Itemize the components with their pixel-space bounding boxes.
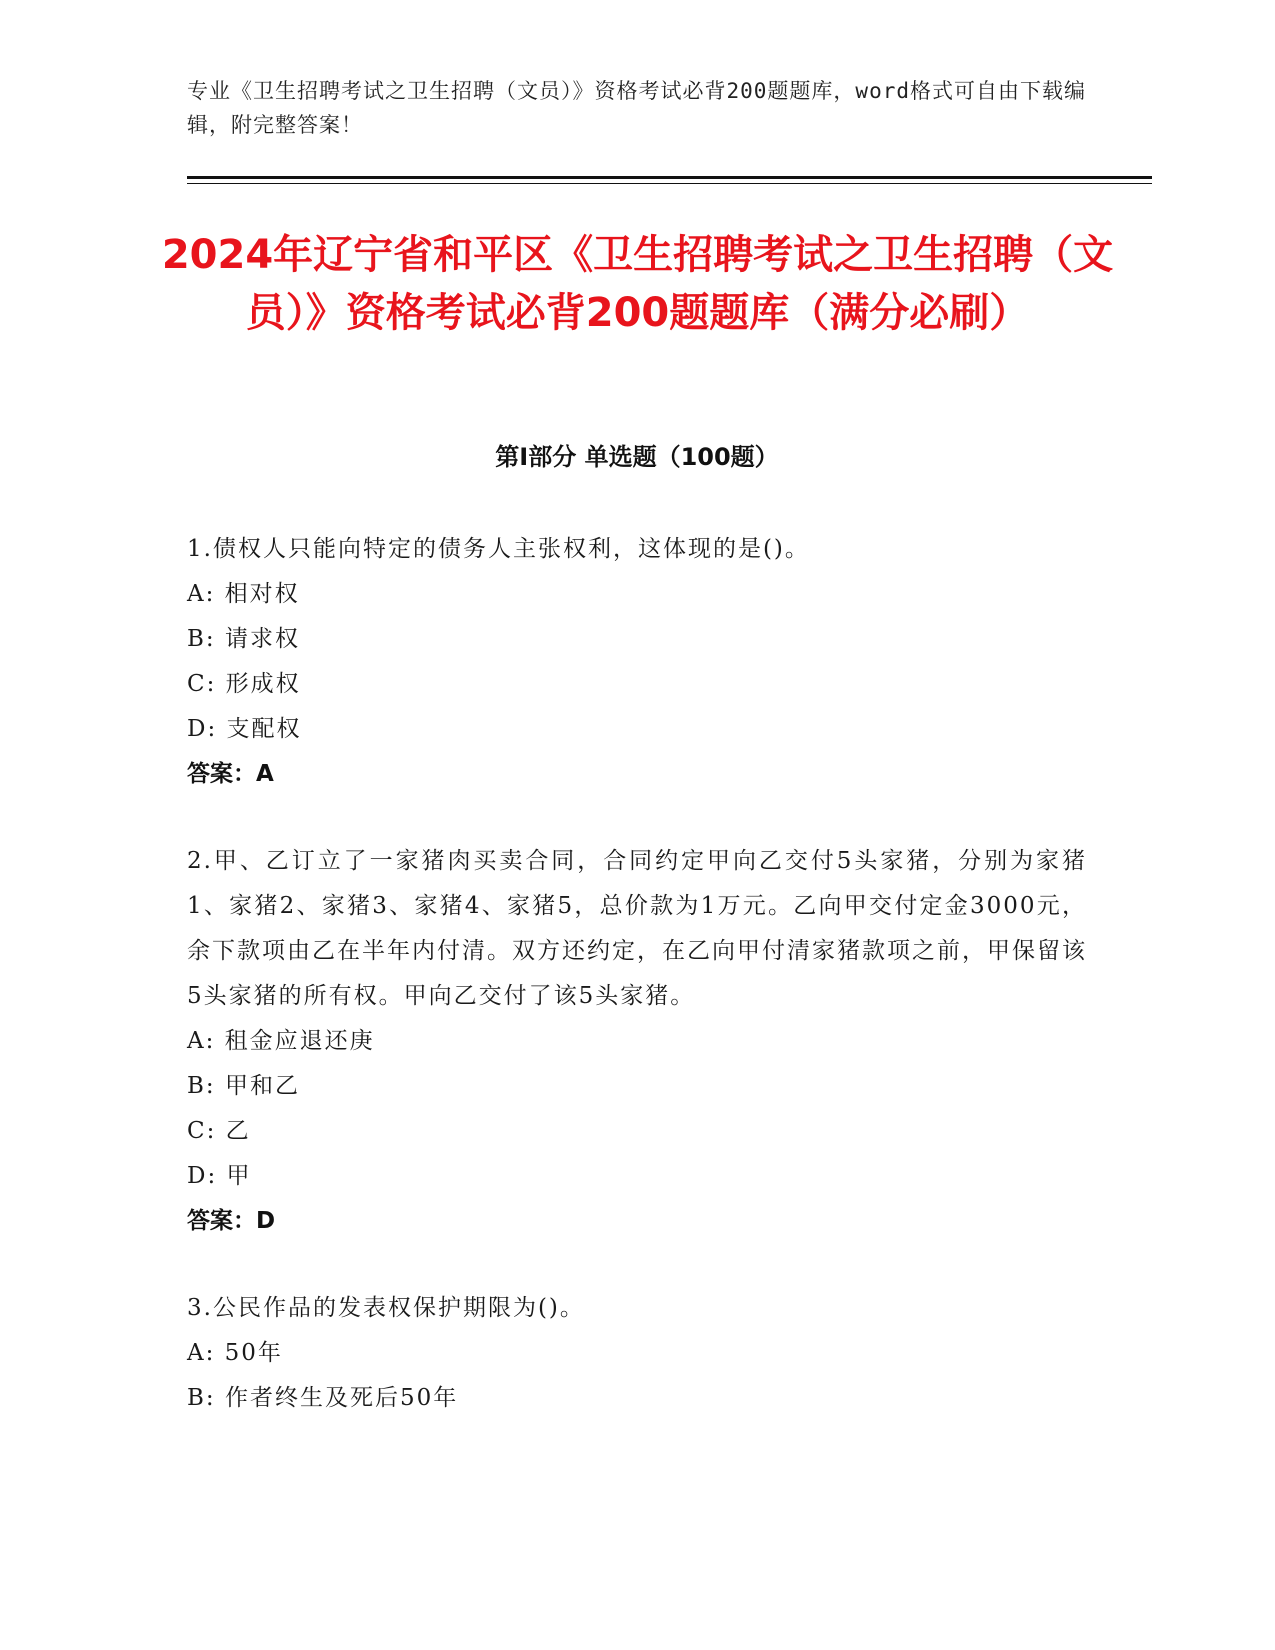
option-d: D: 甲: [187, 1163, 252, 1189]
option-b: B: 作者终生及死后50年: [187, 1385, 459, 1411]
option-a: A: 50年: [187, 1340, 283, 1366]
option-a: A: 相对权: [187, 581, 300, 607]
option-d: D: 支配权: [187, 716, 302, 742]
document-title: 2024年辽宁省和平区《卫生招聘考试之卫生招聘（文员）》资格考试必背200题题库（满分必刷）: [161, 232, 1114, 336]
option-c: C: 乙: [187, 1118, 251, 1144]
question-2: [187, 839, 1087, 1244]
option-a: A: 租金应退还庚: [187, 1028, 375, 1054]
header-rule-thick: [187, 176, 1152, 179]
question-stem: 3.公民作品的发表权保护期限为()。: [187, 1295, 585, 1321]
option-b: B: 甲和乙: [187, 1073, 300, 1099]
answer: 答案：A: [187, 761, 274, 787]
question-3: [187, 1286, 1087, 1421]
answer: 答案：D: [187, 1208, 276, 1234]
question-stem: 1.债权人只能向特定的债务人主张权利，这体现的是()。: [187, 536, 810, 562]
question-list: [187, 527, 1087, 1463]
question-stem: 2.甲、乙订立了一家猪肉买卖合同，合同约定甲向乙交付5头家猪，分别为家猪1、家猪2、家猪3、家猪4、家猪5，总价款为1万元。乙向甲交付定金3000元，余下款项由乙在半年内付清。双方还约定，在乙向甲付清家猪款项之前，甲保留该5头家猪的所有权。甲向乙交付了该5头家猪。: [187, 848, 1087, 1009]
option-b: B: 请求权: [187, 626, 300, 652]
header-rule-thin: [187, 183, 1152, 184]
section-title: 第Ⅰ部分 单选题（100题）: [495, 443, 779, 471]
header-note: 专业《卫生招聘考试之卫生招聘（文员）》资格考试必背200题题库，word格式可自由下载编辑，附完整答案！: [187, 79, 1086, 137]
question-1: [187, 527, 1087, 797]
option-c: C: 形成权: [187, 671, 301, 697]
